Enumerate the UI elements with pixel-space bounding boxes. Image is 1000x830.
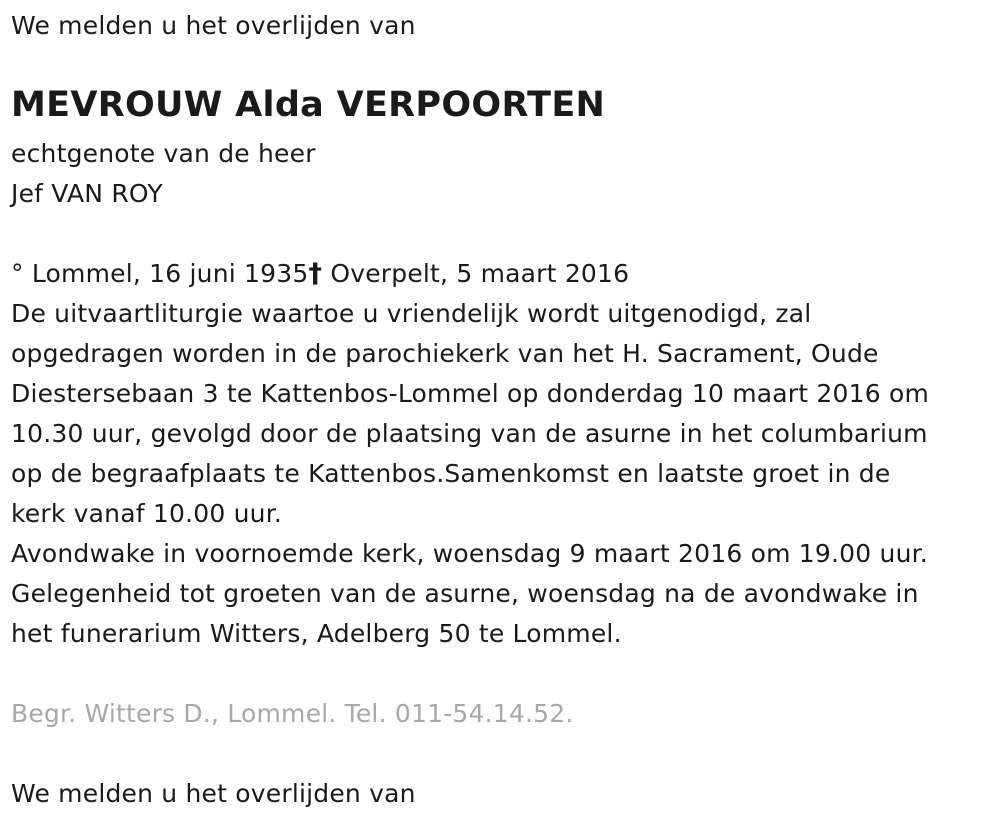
cross-icon: † [308,258,323,289]
body-line: op de begraafplaats te Kattenbos.Samenkomst en laatste groet in de [11,459,891,488]
birth-info: ° Lommel, 16 juni 1935 [11,259,309,288]
body-line: Diestersebaan 3 te Kattenbos-Lommel op donderdag 10 maart 2016 om [11,379,930,408]
spouse-relation: echtgenote van de heer [11,139,316,168]
body-line: kerk vanaf 10.00 uur. [11,499,283,528]
spouse-block [11,134,316,214]
body-line: opgedragen worden in de parochiekerk van het H. Sacrament, Oude [11,339,879,368]
intro-text: We melden u het overlijden van [11,11,416,40]
next-notice-intro: We melden u het overlijden van [11,779,416,808]
death-info: Overpelt, 5 maart 2016 [322,259,630,288]
body-line: 10.30 uur, gevolgd door de plaatsing van de asurne in het columbarium [11,419,928,448]
body-line: het funerarium Witters, Adelberg 50 te Lommel. [11,619,622,648]
undertaker-info: Begr. Witters D., Lommel. Tel. 011-54.14.52. [11,699,574,728]
spouse-name: Jef VAN ROY [11,179,163,208]
notice-body [11,254,929,654]
body-line: Avondwake in voornoemde kerk, woensdag 9 maart 2016 om 19.00 uur. [11,539,928,568]
deceased-name: MEVROUW Alda VERPOORTEN [11,85,606,125]
birth-death-line [11,254,929,294]
body-line: Gelegenheid tot groeten van de asurne, woensdag na de avondwake in [11,579,919,608]
body-line: De uitvaartliturgie waartoe u vriendelijk wordt uitgenodigd, zal [11,299,812,328]
